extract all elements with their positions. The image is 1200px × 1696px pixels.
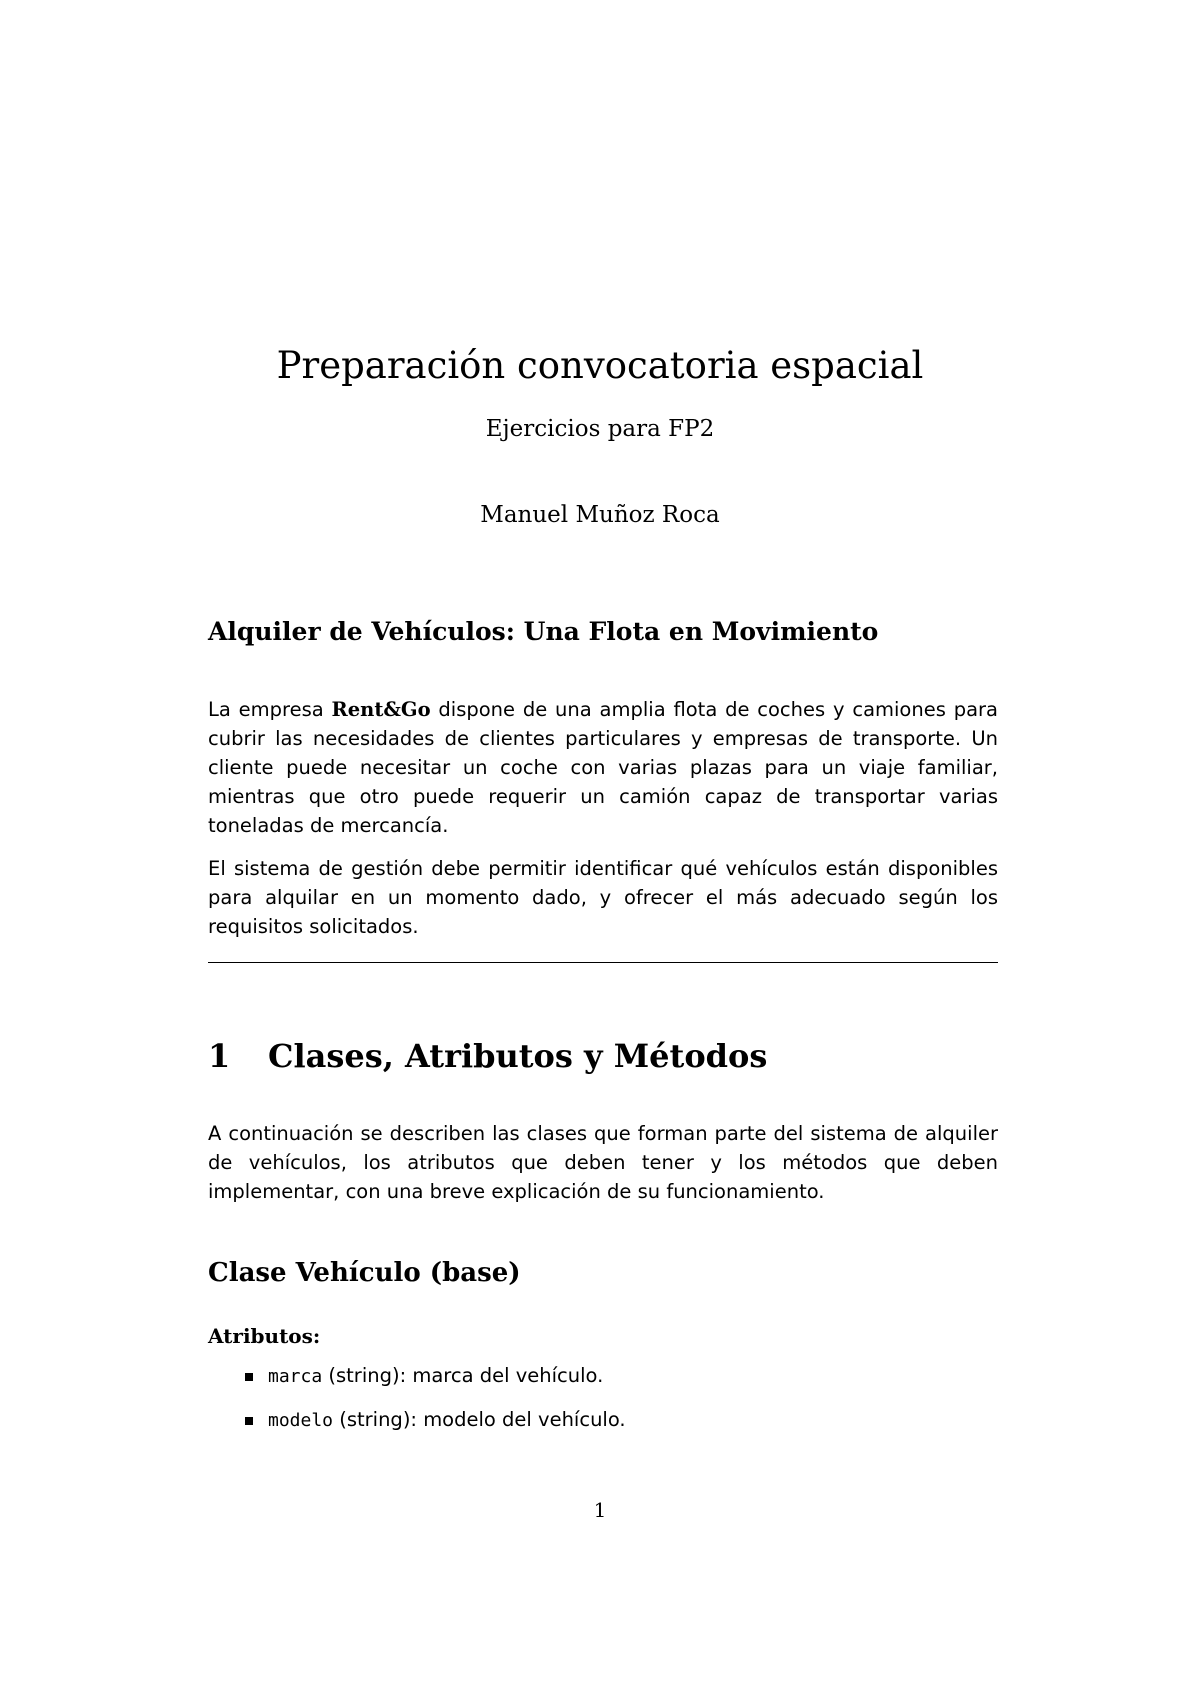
intro-paragraph-2: El sistema de gestión debe permitir identificar qué vehículos están disponibles para alquilar en un momento dado, y ofrecer el más adecuado según los requisitos solicitados. <box>208 857 998 938</box>
bullet-square-icon <box>245 1417 253 1425</box>
intro-paragraph-1 <box>208 695 998 840</box>
subsection-heading: Clase Vehículo (base) <box>208 1258 521 1288</box>
document-author: Manuel Muñoz Roca <box>480 502 720 528</box>
intro-paragraph-1-rest: dispone de una amplia flota de coches y camiones para cubrir las necesidades de clientes particulares y empresas de transporte. Un cliente puede necesitar un coche con varias plazas para un viaje familiar, mientras que otro puede requerir un camión capaz de transportar varias toneladas de mercancía. <box>208 698 998 837</box>
intro-paragraph-1-start: La empresa <box>208 698 332 721</box>
attribute-name: modelo <box>268 1410 334 1431</box>
document-title: Preparación convocatoria espacial <box>276 344 924 387</box>
attribute-description: (string): marca del vehículo. <box>322 1364 604 1387</box>
attributes-label: Atributos: <box>208 1324 321 1348</box>
company-name: Rent&Go <box>331 698 431 721</box>
list-item <box>208 1406 998 1450</box>
bullet-square-icon <box>245 1373 253 1381</box>
section-paragraph: A continuación se describen las clases que forman parte del sistema de alquiler de vehículos, los atributos que deben tener y los métodos que deben implementar, con una breve explicación de su funcionamiento. <box>208 1122 998 1203</box>
horizontal-rule <box>208 962 998 963</box>
intro-heading: Alquiler de Vehículos: Una Flota en Movimiento <box>208 617 879 646</box>
list-item <box>208 1362 998 1406</box>
section-title: Clases, Atributos y Métodos <box>268 1037 768 1075</box>
attribute-name: marca <box>268 1366 323 1387</box>
attributes-list <box>208 1362 998 1450</box>
document-subtitle: Ejercicios para FP2 <box>485 416 715 442</box>
section-number: 1 <box>208 1037 231 1075</box>
page-number: 1 <box>593 1498 607 1522</box>
section-heading <box>208 1036 767 1076</box>
attribute-description: (string): modelo del vehículo. <box>333 1408 626 1431</box>
document-body <box>208 0 998 1696</box>
